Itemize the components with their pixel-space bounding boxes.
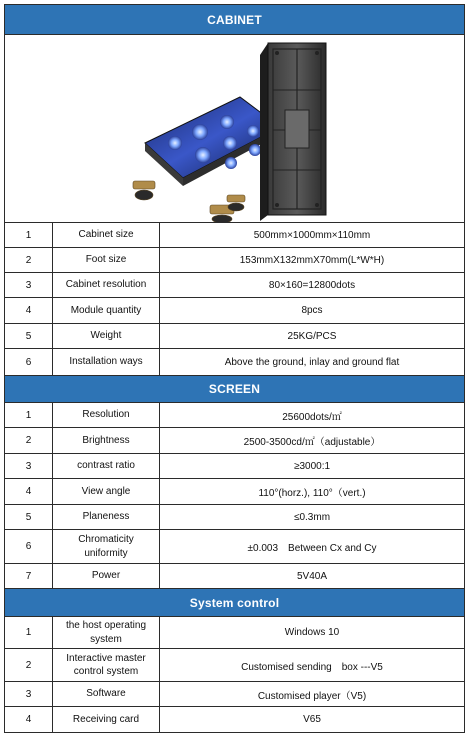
row-number: 4	[5, 707, 53, 732]
spec-value: Customised sending box ---V5	[241, 661, 383, 673]
spec-value: Above the ground, inlay and ground flat	[224, 356, 400, 368]
table-row	[5, 564, 464, 589]
table-row	[5, 707, 464, 732]
spec-name: Power	[53, 564, 160, 588]
spec-value: 110°(horz.), 110°（vert.)	[258, 488, 366, 499]
table-row	[5, 479, 464, 505]
table-row	[5, 682, 464, 707]
spec-value: 8pcs	[301, 305, 323, 316]
table-row	[5, 649, 464, 682]
spec-name: Receiving card	[53, 707, 160, 732]
row-number: 3	[5, 273, 53, 297]
spec-value: ≤0.3mm	[293, 511, 331, 523]
spec-value: Windows 10	[284, 627, 340, 638]
spec-name: Cabinet size	[53, 223, 160, 247]
table-row	[5, 505, 464, 530]
spec-name: Installation ways	[53, 349, 160, 375]
spec-sheet	[4, 4, 465, 733]
spec-value: ≥3000:1	[293, 460, 331, 472]
row-number: 1	[5, 617, 53, 648]
spec-name: Weight	[53, 324, 160, 348]
table-row	[5, 530, 464, 564]
row-number: 3	[5, 682, 53, 706]
system-control-header: System control	[5, 589, 464, 617]
spec-name: Resolution	[53, 403, 160, 427]
row-number: 3	[5, 454, 53, 478]
row-number: 2	[5, 649, 53, 681]
row-number: 4	[5, 479, 53, 504]
spec-value: V65	[303, 714, 321, 725]
row-number: 7	[5, 564, 53, 588]
table-row	[5, 248, 464, 273]
spec-value: ±0.003 Between Cx and Cy	[247, 543, 377, 554]
row-number: 1	[5, 223, 53, 247]
spec-value: 25KG/PCS	[287, 330, 337, 342]
product-photo	[5, 35, 464, 223]
spec-name: Planeness	[53, 505, 160, 529]
row-number: 6	[5, 530, 53, 563]
spec-name: Foot size	[53, 248, 160, 272]
row-number: 5	[5, 505, 53, 529]
spec-name: Software	[53, 682, 160, 706]
spec-name: Module quantity	[53, 298, 160, 323]
spec-name: the host operating system	[53, 617, 160, 648]
spec-name: Brightness	[53, 428, 160, 453]
table-row	[5, 324, 464, 349]
spec-value: 80×160=12800dots	[268, 279, 356, 291]
table-row	[5, 223, 464, 248]
row-number: 6	[5, 349, 53, 375]
table-row	[5, 428, 464, 454]
screen-header: SCREEN	[5, 376, 464, 403]
spec-value: 500mm×1000mm×110mm	[253, 229, 371, 241]
spec-value: 25600dots/㎡	[282, 411, 342, 423]
table-row	[5, 349, 464, 376]
row-number: 4	[5, 298, 53, 323]
table-row	[5, 617, 464, 649]
table-row	[5, 454, 464, 479]
spec-name: Interactive master control system	[53, 649, 160, 681]
table-row	[5, 298, 464, 324]
row-number: 2	[5, 248, 53, 272]
spec-value: Customised player（V5)	[257, 690, 367, 702]
standing-cabinet	[260, 43, 326, 221]
spec-value: 2500-3500cd/㎡（adjustable）	[243, 437, 381, 448]
cabinet-illustration	[5, 35, 464, 222]
spec-value: 153mmX132mmX70mm(L*W*H)	[239, 254, 385, 266]
row-number: 2	[5, 428, 53, 453]
spec-name: Cabinet resolution	[53, 273, 160, 297]
table-row	[5, 273, 464, 298]
row-number: 5	[5, 324, 53, 348]
row-number: 1	[5, 403, 53, 427]
table-row	[5, 403, 464, 428]
floor-cabinet	[133, 97, 280, 222]
spec-value: 5V40A	[296, 570, 328, 582]
spec-name: View angle	[53, 479, 160, 504]
cabinet-header: CABINET	[5, 5, 464, 35]
spec-name: contrast ratio	[53, 454, 160, 478]
spec-name: Chromaticity uniformity	[53, 530, 160, 563]
